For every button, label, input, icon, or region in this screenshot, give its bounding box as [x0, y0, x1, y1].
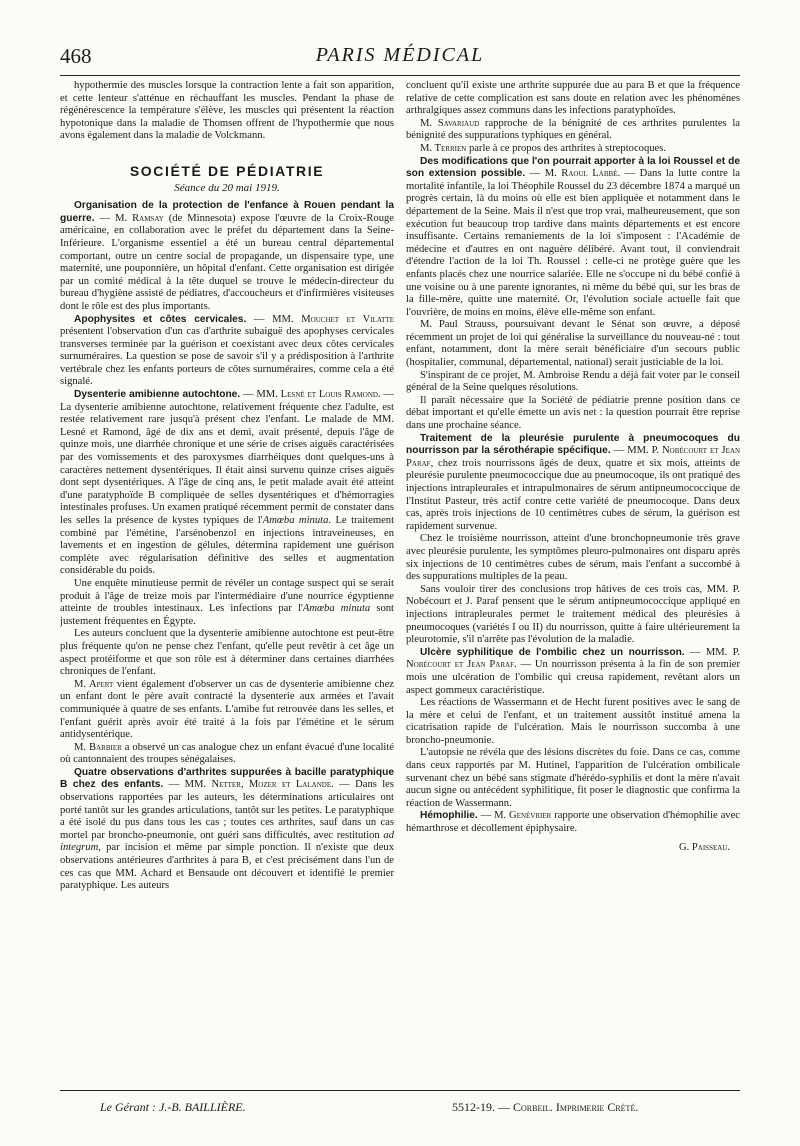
paragraph-barbier — [60, 742, 394, 767]
header-rule — [60, 75, 740, 76]
article-author: MM. P. Nobécourt et Jean Paraf, — [406, 445, 740, 469]
section-date: Séance du 20 mai 1919. — [174, 181, 280, 194]
paragraph-text: a observé un cas analogue chez un enfant évacué d'une localité où cantonnaient des troupes sénégalaises. — [60, 741, 394, 766]
signature: G. Paisseau. — [678, 841, 730, 853]
article-body: Un nourrisson présenta à la fin de son premier mois une ulcération de l'ombilic qui creusa rapidement, revêtant alors un aspect gommeux caractéristique. — [406, 659, 740, 696]
article-author: M. Apert — [74, 678, 114, 690]
article-heading: Hémophilie. — [420, 810, 478, 822]
article-heading: Ulcère syphilitique de l'ombilic chez un nourrisson. — [420, 646, 685, 658]
journal-title: PARIS MÉDICAL — [315, 44, 485, 66]
right-column — [406, 80, 740, 1080]
paragraph-text: parle à ce propos des arthrites à streptocoques. — [468, 142, 667, 154]
article-heading: Des modifications que l'on pourrait apporter à la loi Roussel et de son extension possible. — [406, 155, 740, 180]
paragraph-autopsie: L'autopsie ne révéla que des lésions discrètes du foie. Dans ce cas, comme dans ceux rapportés par M. Hutinel, l'apparition de l'ulcération ombilicale survenant chez un bébé sans stigmate d'hérédo-syphilis et dont la mère n'avait aucun signe ou antécédent syphilitique, fit poser le diagnostic que confirma la réaction de Wassermann. — [406, 747, 740, 809]
article-body: Dans la lutte contre la mortalité infantile, la loi Théophile Roussel du 23 décembre 1874 a marqué un progrès certain, là du moins où elle est bien appliquée et notamment dans le département de la Seine. Mais il n'est que trop vrai, malheureusement, que son exécution fut beaucoup trop tardive dans maints départements et est encore insuffisante. Certains remaniements de la loi s'imposent : l'Académie de médecine et d'autres en ont naguère délibéré. Avant tout, il conviendrait d'étendre l'action de la loi Th. Roussel : celle-ci ne protège guère que les enfants placés chez une nourrice salariée. Elle ne s'occupe ni du bébé confié à une voisine ou à une parente ignorantes, ni même du bébé qui, sur les bras de la fille-mère, quitte une maternité. Or, l'évolution sociale actuelle fait que l'ouvrière, de moins en moins, élève elle-même son enfant. — [406, 168, 740, 318]
footer-rule — [60, 1090, 740, 1091]
article-ulcere: Ulcère syphilitique de l'ombilic chez un nourrisson. — MM. P. Nobécourt et Jean Paraf. — Un nourrisson présenta à la fin de son premier mois une ulcération de l'ombilic qui creusa rapidement, revêtant alors un aspect gommeux caractéristique. — [406, 646, 740, 696]
article-author: MM. Lesné et Louis Ramond. — [256, 389, 381, 401]
page-header — [60, 44, 740, 74]
article-body: Dans les observations rapportées par les auteurs, les déterminations articulaires ont porté tantôt sur les grandes articulations, tantôt sur les petites. Le paratyphique a été isolé du pus dans tous les cas ; toutes ces arthrites, sauf dans un cas mortel par broncho-pneumonie, ont guéri sans difficultés, avec restitution — [60, 779, 394, 841]
paragraph-rendu: S'inspirant de ce projet, M. Ambroise Rendu a déjà fait voter par le conseil général de la Seine quelques résolutions. — [406, 369, 740, 394]
article-heading: Quatre observations d'arthrites suppurées à bacille paratyphique B chez des enfants. — [60, 766, 394, 791]
paragraph-continued: concluent qu'il existe une arthrite suppurée due au para B et que la fréquence relative de cette complication est sans doute en relation avec les phénomènes arthralgiques assez communs dans les infections paratyphoïdes. — [406, 80, 740, 117]
article-apophysites: Apophysites et côtes cervicales. — MM. Mouchet et Vilatte présentent l'observation d'un cas d'arthrite subaiguë des apophyses cervicales transverses terminée par la guérison et coexistant avec deux côtes cervicales surnuméraires. La question se pose de savoir s'il y a prédisposition à l'arthrite vertébrale chez les enfants porteurs de côtes surnuméraires, comme cela a été signalé. — [60, 313, 394, 388]
paragraph-text: vient également d'observer un cas de dysenterie amibienne chez un enfant dont le père avait contracté la dysenterie aux armées et l'avait communiquée à quatre de ses enfants. L'amibe fut retrouvée dans les selles, et l'enfant guérit après avoir été traité à la fois par l'émétine et le sérum antidysentérique. — [60, 678, 394, 741]
paragraph-savariaud — [406, 118, 740, 143]
article-author: MM. Netter, Mozer et Lalande. — [184, 779, 334, 791]
article-author: MM. Mouchet et Vilatte — [272, 313, 394, 325]
paragraph-enquete — [60, 578, 394, 628]
intro-paragraph: hypothermie des muscles lorsque la contraction lente a fait son apparition, et cette lenteur s'atténue en réchauffant les muscles. Pendant la phase de régénérescence la température s'élève, les muscles qui présentent la réaction hypotonique dans la maladie de Thomsen offrent de l'hypothermie que nous avons également dans la maladie de Volckmann. — [60, 80, 394, 142]
article-author: M. Raoul Labbé. — [544, 168, 621, 180]
article-body-cont: , par incision et même par simple ponction. Il n'existe que deux observations antérieures d'arthrites à para B, et c'est précisément dans l'un de ces cas que MM. Achard et Bensaude ont découvert et identifié le premier paratyphique. Les auteurs — [60, 842, 394, 892]
latin-phrase: ad integrum — [60, 829, 394, 854]
article-author: M. Savariaud — [420, 117, 480, 129]
left-column — [60, 80, 394, 1080]
paragraph-apert — [60, 679, 394, 742]
article-dysenterie: Dysenterie amibienne autochtone. — MM. Lesné et Louis Ramond. — La dysenterie amibienne autochtone, relativement fréquente chez l'adulte, est restée relativement rare jusqu'à présent chez l'enfant. Le malade de MM. Lesné et Ramond, âgé de dix ans et demi, avait présenté, depuis l'âge de quinze mois, une diarrhée chronique et une série de crises aiguës caractérisées par des vomissements et des paroxysmes diarrhéiques dont quelques-uns à caractères nettement dysentériques. Il était ainsi survenu quinze crises aiguës dont sept dysentériques. A l'âge de cinq ans, le petit malade avait été atteint d'une paratyphoïde B compliquée de selles dysentériques et d'hémorragies intestinales profuses. Un examen pratiqué récemment permit de constater dans les selles la présence de kystes typiques de l'Amœba minuta. Le traitement combiné par l'émétine, l'arsénobenzol en injections intraveineuses, en lavements et en ingestion de gélules, détermina rapidement une guérison complète avec régularisation définitive des selles et augmentation considérable du poids. — [60, 389, 394, 577]
article-author: M. Genévrier — [494, 810, 552, 822]
species-name: Amœba minuta — [302, 603, 371, 615]
article-author: M. Terrien — [420, 142, 467, 154]
paragraph-text: rapproche de la bénignité de ces arthrites purulentes la bénignité des suppurations typhiques en général. — [406, 117, 740, 142]
article-heading: Traitement de la pleurésie purulente à pneumocoques du nourrisson par la sérothérapie spécifique. — [406, 432, 740, 457]
section-title: SOCIÉTÉ DE PÉDIATRIE — [129, 162, 325, 179]
article-author: M. Ramsay — [115, 212, 164, 224]
article-pleuresie: Traitement de la pleurésie purulente à pneumocoques du nourrisson par la sérothérapie spécifique. — MM. P. Nobécourt et Jean Paraf, chez trois nourrissons âgés de deux, quatre et six mois, atteints de pleurésie purulente pneumococcique due au pneumocoque, ils ont pratiqué des injections intrapleurales et intrapulmonaires de sérum antipneumococcique de l'Institut Pasteur, très actif contre cette variété de pneumocoque. Dans deux cas, après trois injections de 10 centimètres cubes de sérum, la guérison est rapidement survenue. — [406, 432, 740, 532]
article-body: chez trois nourrissons âgés de deux, quatre et six mois, atteints de pleurésie purulente pneumococcique due au pneumocoque, ils ont pratiqué des injections intrapleurales et intrapulmonaires de sérum antipneumococcique de l'Institut Pasteur, très actif contre cette variété de pneumocoque. Dans deux cas, après trois injections de 10 centimètres cubes de sérum, la guérison est rapidement survenue. — [406, 457, 740, 532]
species-name: Amœba minuta — [262, 515, 329, 526]
paragraph-sans-vouloir: Sans vouloir tirer des conclusions trop hâtives de ces trois cas, MM. P. Nobécourt et J. Paraf pensent que le sérum antipneumococcique appliqué en injections intrapleurales permet le traitement médical des pleurésies à pneumocoques (variétés I ou II) du nourrisson, quitte à faire ultérieurement la pleurotomie, s'il n'arrête pas l'évolution de la maladie. — [406, 583, 740, 646]
article-protection-enfance: Organisation de la protection de l'enfance à Rouen pendant la guerre. — M. Ramsay (de Minnesota) expose l'œuvre de la Croix-Rouge américaine, en collaboration avec le préfet du département dans la Seine-Inférieure. L'organisme essentiel a été un bureau central départemental comportant, outre un centre social de propagande, un dispensaire type, une maternité, une pouponnière, un hôpital d'enfant. Cette organisation est dirigée par un comité médical à la tête duquel se trouve le médecin-directeur du bureau d'hygiène assisté de pédiatres, d'accoucheurs et d'infirmières visiteuses dont le rôle est des plus importants. — [60, 200, 394, 312]
page-number: 468 — [60, 44, 92, 68]
article-body: La dysenterie amibienne autochtone, relativement fréquente chez l'adulte, est restée relativement rare jusqu'à présent chez l'enfant. Le malade de MM. Lesné et Ramond, âgé de dix ans et demi, avait présenté, depuis l'âge de quinze mois, une diarrhée chronique et une série de crises aiguës caractérisées par des vomissements et des paroxysmes diarrhéiques dont quelques-uns à caractères nettement dysentériques. Il était ainsi survenu quinze crises aiguës dont sept dysentériques. A l'âge de cinq ans, le petit malade avait été atteint d'une paratyphoïde B compliquée de selles dysentériques et d'hémorragies intestinales profuses. Un examen pratiqué récemment permit de constater dans les selles la présence de kystes typiques de l' — [60, 401, 394, 526]
paragraph-strauss: M. Paul Strauss, poursuivant devant le Sénat son œuvre, a déposé récemment un projet de loi qui généralise la surveillance du nouveau-né : tout enfant, notamment, dont la mère serait bénéficiaire d'un secours public (hospitalier, communal, départemental, national) serait justiciable de la loi. — [406, 319, 740, 369]
article-heading: Organisation de la protection de l'enfance à Rouen pendant la guerre. — [60, 200, 394, 224]
article-arthrites: Quatre observations d'arthrites suppurées à bacille paratyphique B chez des enfants. — MM. Netter, Mozer et Lalande. — Dans les observations rapportées par les auteurs, les déterminations articulaires ont porté tantôt sur les grandes articulations, tantôt sur les petites. Le paratyphique a été isolé du pus dans tous les cas ; toutes ces arthrites, sauf dans un cas mortel par broncho-pneumonie, ont guéri sans difficultés, avec restitution ad integrum, par incision et même par simple ponction. Il n'existe que deux observations antérieures d'arthrites à para B, et c'est précisément dans l'un de ces cas que MM. Achard et Bensaude ont découvert et identifié le premier paratyphique. Les auteurs — [60, 766, 394, 892]
paragraph-position: Il paraît nécessaire que la Société de pédiatrie prenne position dans ce débat important et qu'elle émette un avis net : la question pourrait être reprise dans une prochaine séance. — [406, 394, 740, 432]
paragraph-text: Une enquête minutieuse permit de révéler un contage suspect qui se serait produit à l'âge de treize mois par l'intermédiaire d'une nourrice égyptienne atteinte de troubles intestinaux. Les infections par l' — [60, 577, 394, 615]
article-author: M. Barbier — [74, 741, 122, 753]
article-body: rapporte une observation d'hémophilie avec hémarthrose et décollement épiphysaire. — [406, 810, 740, 835]
paragraph-troisieme: Chez le troisième nourrisson, atteint d'une bronchopneumonie très grave avec pleurésie purulente, les symptômes pleuro-pulmonaires ont disparu après six injections de 10 centimètres cubes de sérum, mais l'enfant a succombé à des suppurations multiples de la peau. — [406, 533, 740, 583]
paragraph-terrien — [406, 143, 740, 156]
article-hemophilie: Hémophilie. — M. Genévrier rapporte une observation d'hémophilie avec hémarthrose et décollement épiphysaire. — [406, 810, 740, 835]
article-body: présentent l'observation d'un cas d'arthrite subaiguë des apophyses cervicales transverses terminée par la guérison et coexistant avec deux côtes cervicales surnuméraires. La question se pose de savoir s'il y a prédisposition à l'arthrite vertébrale chez les enfants porteurs de côtes surnuméraires, comme cela a été signalé. — [60, 326, 394, 388]
paragraph-conclusion: Les auteurs concluent que la dysenterie amibienne autochtone est peut-être plus fréquente qu'on ne pense chez l'enfant, qu'elle peut revêtir à cet âge un aspect protéiforme et que son rôle est à déterminer dans certaines diarrhées chroniques de l'enfant. — [60, 628, 394, 678]
article-body-cont: . Le traitement combiné par l'émétine, l'arsénobenzol en injections intraveineuses, en lavements et en ingestion de gélules, détermina rapidement une guérison complète avec régularisation définitive des selles et augmentation considérable du poids. — [60, 515, 394, 577]
article-body: (de Minnesota) expose l'œuvre de la Croix-Rouge américaine, en collaboration avec le préfet du département dans la Seine-Inférieure. L'organisme essentiel a été un bureau central départemental comportant, outre un centre social de propagande, un dispensaire type, une maternité, une pouponnière, un hôpital d'enfant. Cette organisation est dirigée par un comité médical à la tête duquel se trouve le médecin-directeur du bureau d'hygiène assisté de pédiatres, d'accoucheurs et d'infirmières visiteuses dont le rôle est des plus importants. — [60, 212, 394, 312]
paragraph-wassermann: Les réactions de Wassermann et de Hecht furent positives avec le sang de la mère et celui de l'enfant, et un traitement aussitôt institué amena la cicatrisation rapide de l'ulcération. Mais le nourrisson succomba à une broncho-pneumonie. — [406, 697, 740, 746]
article-heading: Dysenterie amibienne autochtone. — [74, 389, 241, 401]
printer-line: 5512-19. — Corbeil. Imprimerie Crété. — [452, 1100, 639, 1114]
article-heading: Apophysites et côtes cervicales. — [74, 313, 247, 325]
article-author: MM. P. Nobécourt et Jean Paraf. — [406, 646, 740, 671]
paragraph-text-cont: sont justement fréquentes en Égypte. — [60, 603, 394, 627]
gerant-line: Le Gérant : J.-B. BAILLIÈRE. — [100, 1100, 246, 1114]
article-loi-roussel: Des modifications que l'on pourrait apporter à la loi Roussel et de son extension possible. — M. Raoul Labbé. — Dans la lutte contre la mortalité infantile, la loi Théophile Roussel du 23 décembre 1874 a marqué un progrès certain, là du moins où elle est bien appliquée et notamment dans le département de la Seine. Mais il n'est que trop vrai, malheureusement, que son exécution fut beaucoup trop tardive dans maints départements et est encore insuffisante. Certains remaniements de la loi s'imposent : l'Académie de médecine et d'autres en ont naguère délibéré. Avant tout, il conviendrait d'étendre l'action de la loi Th. Roussel : celle-ci ne protège guère que les enfants placés chez une nourrice salariée. Elle ne s'occupe ni du bébé confié à une voisine ou à une parente ignorantes, ni même du bébé qui, sur les bras de la fille-mère, quitte une maternité. Or, l'évolution sociale actuelle fait que l'ouvrière, de moins en moins, élève elle-même son enfant. — [406, 155, 740, 318]
